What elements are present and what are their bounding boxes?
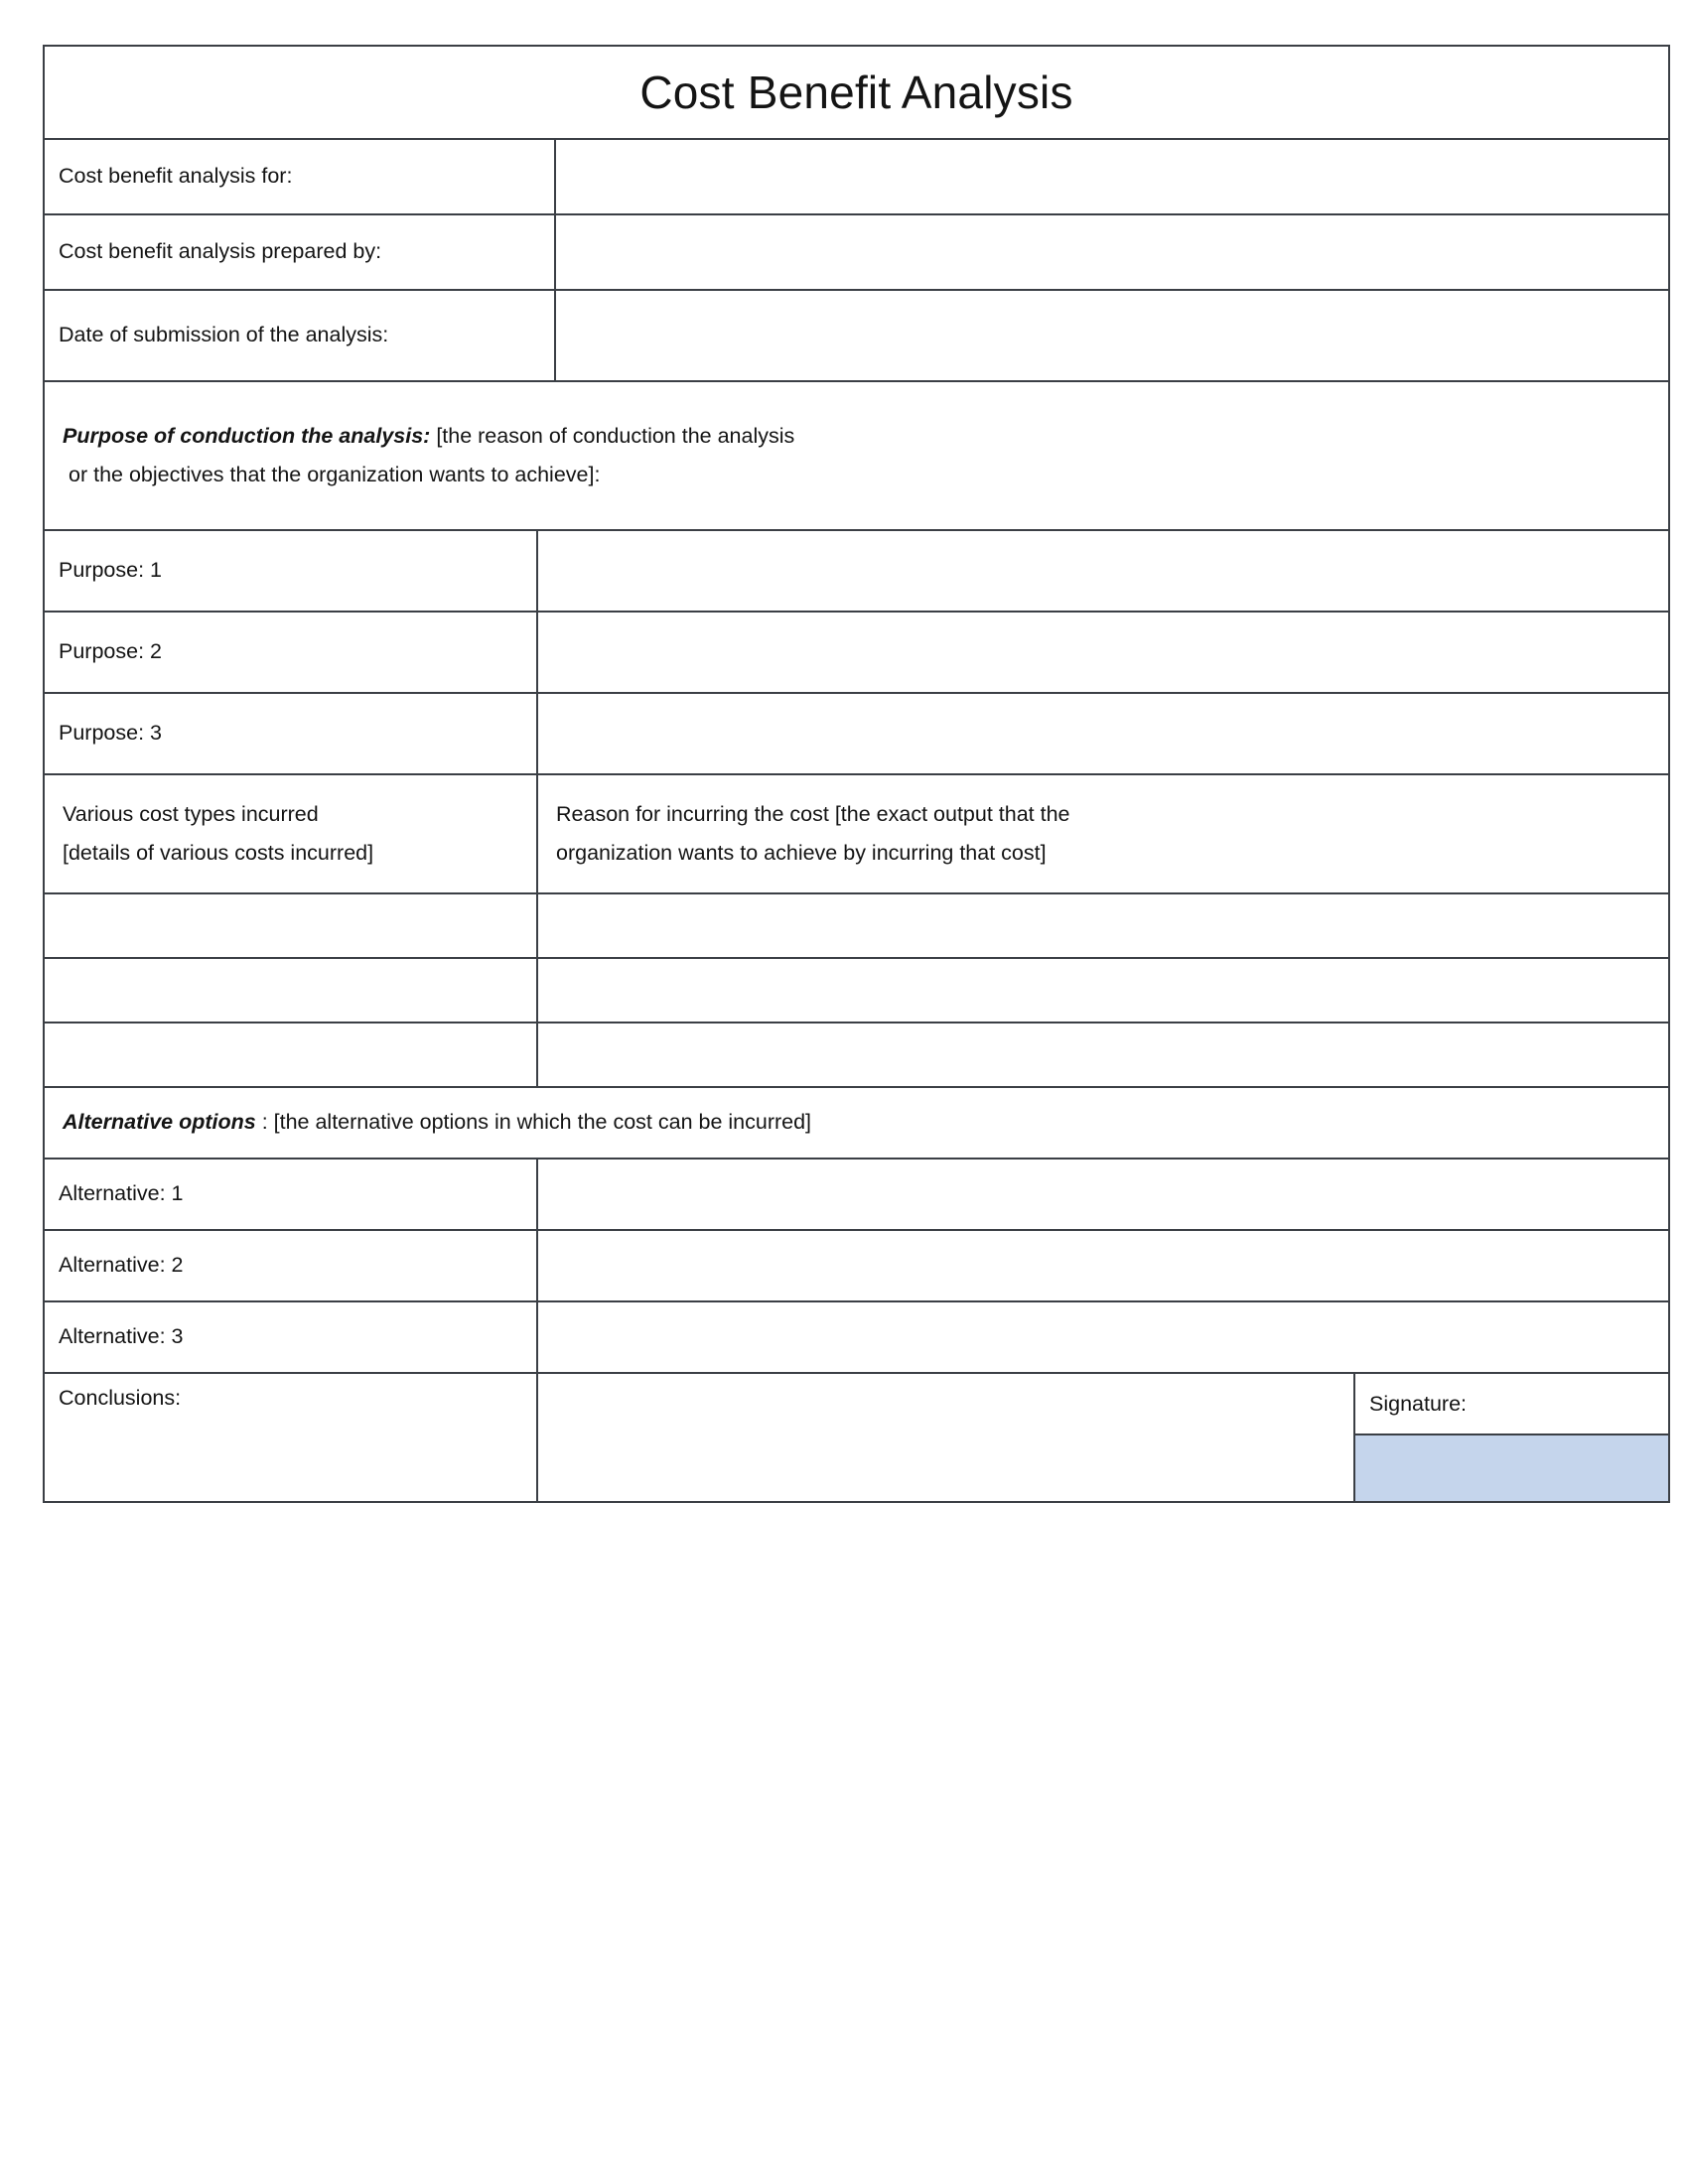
- table-row: [44, 290, 1669, 381]
- cost-reason-header-text: [538, 795, 1668, 874]
- table-row: [44, 530, 1669, 612]
- conclusion-row: [44, 1373, 1669, 1502]
- prepared-by-value-cell[interactable]: [555, 214, 1669, 290]
- title-row: [44, 46, 1669, 139]
- alternative-note-text: [45, 1103, 1668, 1143]
- purpose-2-label-cell: [44, 612, 537, 693]
- table-row: [44, 693, 1669, 774]
- purpose-note-line-2: or the objectives that the organization wants to achieve]:: [69, 463, 601, 486]
- alternative-note-heading: Alternative options: [63, 1110, 256, 1135]
- alternative-1-label-cell: [44, 1159, 537, 1230]
- table-row: [44, 893, 1669, 958]
- alternative-note-cell: [44, 1087, 1669, 1159]
- cost-header-row: [44, 774, 1669, 893]
- cost-benefit-analysis-table: [43, 45, 1670, 1503]
- cost-reason-entry-2-cell[interactable]: [537, 958, 1669, 1023]
- table-row: [44, 1230, 1669, 1301]
- conclusions-label-cell[interactable]: [44, 1373, 537, 1502]
- cost-types-header-cell: [44, 774, 537, 893]
- purpose-note-line-1: [63, 417, 1650, 457]
- cost-reason-entry-3-cell[interactable]: [537, 1023, 1669, 1087]
- purpose-note-heading: Purpose of conduction the analysis:: [63, 423, 431, 448]
- cost-type-entry-3-cell[interactable]: [44, 1023, 537, 1087]
- table-row: [44, 612, 1669, 693]
- cost-reason-line-2: organization wants to achieve by incurring that cost]: [556, 841, 1047, 865]
- signature-label: Signature:: [1369, 1391, 1468, 1416]
- page-title: Cost Benefit Analysis: [639, 67, 1073, 118]
- alternative-note-row: [44, 1087, 1669, 1159]
- purpose-1-value-cell[interactable]: [537, 530, 1669, 612]
- analysis-for-label: Cost benefit analysis for:: [59, 164, 293, 189]
- table-row: [44, 1301, 1669, 1373]
- purpose-1-label: Purpose: 1: [59, 558, 162, 583]
- alternative-2-value-cell[interactable]: [537, 1230, 1669, 1301]
- purpose-2-label: Purpose: 2: [59, 639, 162, 664]
- conclusions-label: Conclusions:: [59, 1386, 182, 1410]
- purpose-2-value-cell[interactable]: [537, 612, 1669, 693]
- signature-cell: [1354, 1373, 1669, 1502]
- purpose-note-text: [45, 417, 1668, 495]
- purpose-3-value-cell[interactable]: [537, 693, 1669, 774]
- prepared-by-label-cell: [44, 214, 555, 290]
- purpose-1-label-cell: [44, 530, 537, 612]
- alternative-3-label-cell: [44, 1301, 537, 1373]
- alternative-note-rest: : [the alternative options in which the cost can be incurred]: [255, 1110, 812, 1135]
- alternative-note-line: [63, 1103, 1650, 1143]
- alternative-2-label: Alternative: 2: [59, 1253, 184, 1278]
- purpose-3-label: Purpose: 3: [59, 721, 162, 746]
- signature-label-area[interactable]: [1355, 1374, 1668, 1435]
- alternative-3-label: Alternative: 3: [59, 1324, 184, 1349]
- alternative-1-value-cell[interactable]: [537, 1159, 1669, 1230]
- submission-date-label: Date of submission of the analysis:: [59, 323, 389, 347]
- purpose-note-cell: [44, 381, 1669, 530]
- table-row: [44, 1159, 1669, 1230]
- table-row: [44, 958, 1669, 1023]
- analysis-for-label-cell: [44, 139, 555, 214]
- conclusions-value-cell[interactable]: [537, 1373, 1354, 1502]
- table-row: [44, 139, 1669, 214]
- purpose-note-line-1-rest: [the reason of conduction the analysis: [430, 423, 795, 448]
- document-title-cell: [44, 46, 1669, 139]
- cost-types-line-2: [details of various costs incurred]: [63, 841, 374, 865]
- analysis-for-value-cell[interactable]: [555, 139, 1669, 214]
- alternative-2-label-cell: [44, 1230, 537, 1301]
- submission-date-value-cell[interactable]: [555, 290, 1669, 381]
- signature-value-area[interactable]: [1355, 1435, 1668, 1501]
- cost-type-entry-1-cell[interactable]: [44, 893, 537, 958]
- table-row: [44, 214, 1669, 290]
- purpose-3-label-cell: [44, 693, 537, 774]
- table-row: [44, 1023, 1669, 1087]
- cost-types-header-text: [45, 795, 536, 874]
- purpose-note-row: [44, 381, 1669, 530]
- alternative-1-label: Alternative: 1: [59, 1181, 184, 1206]
- cost-reason-header-cell: [537, 774, 1669, 893]
- cost-type-entry-2-cell[interactable]: [44, 958, 537, 1023]
- cost-types-line-1: Various cost types incurred: [63, 801, 319, 826]
- submission-date-label-cell: [44, 290, 555, 381]
- prepared-by-label: Cost benefit analysis prepared by:: [59, 239, 382, 264]
- cost-reason-entry-1-cell[interactable]: [537, 893, 1669, 958]
- alternative-3-value-cell[interactable]: [537, 1301, 1669, 1373]
- signature-stack: [1355, 1374, 1668, 1501]
- cost-reason-line-1: Reason for incurring the cost [the exact output that the: [556, 801, 1070, 826]
